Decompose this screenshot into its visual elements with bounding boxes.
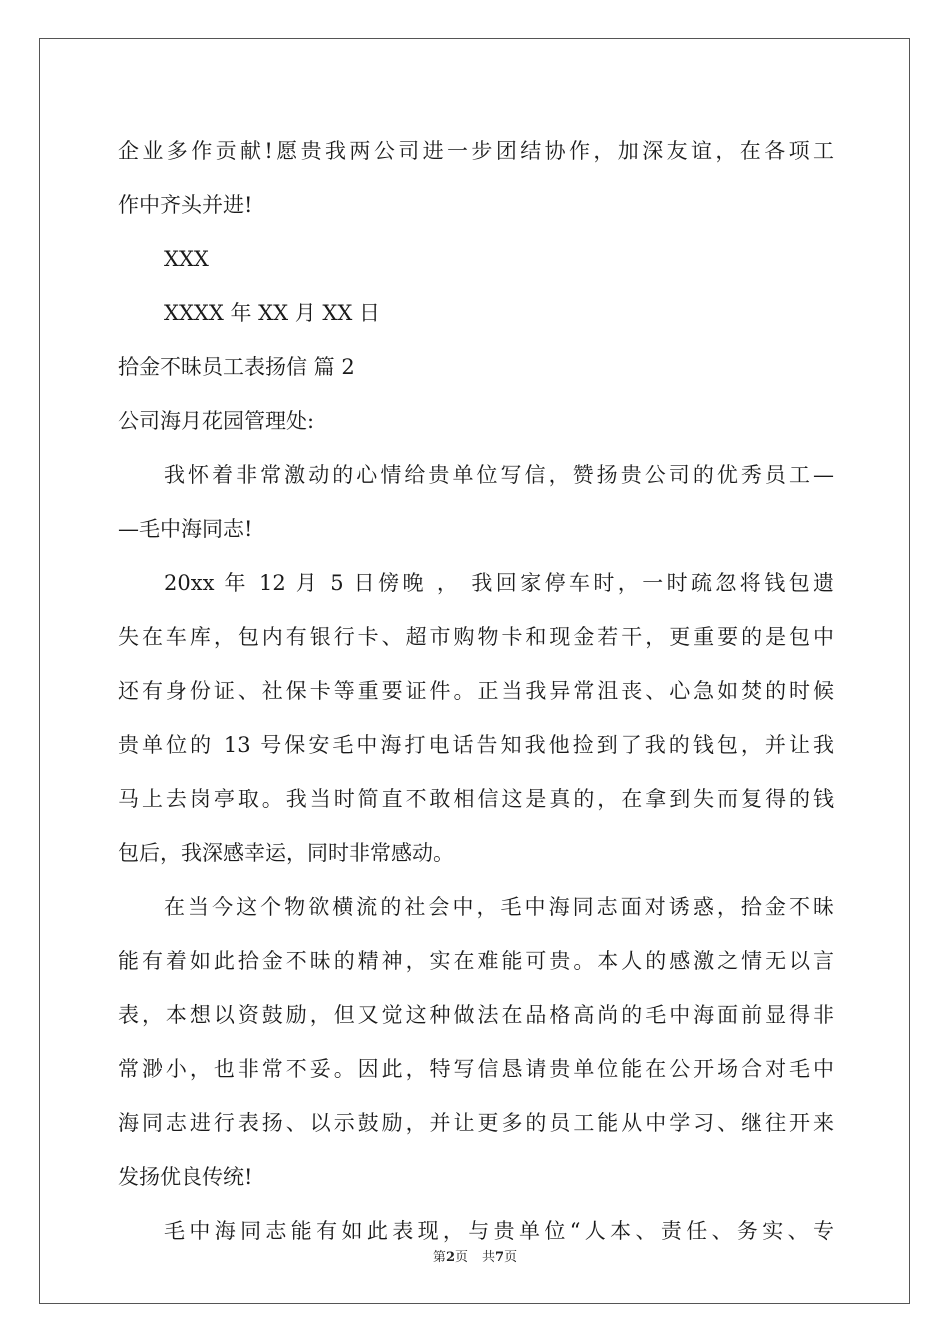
- total-prefix: 共: [482, 1250, 496, 1265]
- text-line: 企业多作贡献!愿贵我两公司进一步团结协作，加深友谊，在各项工: [118, 139, 834, 163]
- text-line: 表，本想以资鼓励，但又觉这种做法在品格高尚的毛中海面前显得非: [118, 1003, 834, 1027]
- text-line: 马上去岗亭取。我当时简直不敢相信这是真的，在拿到失而复得的钱: [118, 787, 834, 811]
- text-line: 包后，我深感幸运，同时非常感动。: [118, 841, 454, 865]
- text-line: 我怀着非常激动的心情给贵单位写信，赞扬贵公司的优秀员工—: [164, 463, 834, 487]
- section-title: 拾金不昧员工表扬信 篇 2: [118, 355, 355, 379]
- text-line: 作中齐头并进!: [118, 193, 253, 217]
- text-line: —毛中海同志!: [118, 517, 253, 541]
- page-current: 2: [445, 1250, 455, 1265]
- text-line: 还有身份证、社保卡等重要证件。正当我异常沮丧、心急如焚的时候: [118, 679, 834, 703]
- text-line: 贵单位的 13 号保安毛中海打电话告知我他捡到了我的钱包，并让我: [118, 733, 834, 757]
- text-line: 失在车库，包内有银行卡、超市购物卡和现金若干，更重要的是包中: [118, 625, 834, 649]
- text-line: 发扬优良传统!: [118, 1165, 253, 1189]
- text-line: 在当今这个物欲横流的社会中，毛中海同志面对诱惑，拾金不昧: [164, 895, 834, 919]
- text-line: 毛中海同志能有如此表现，与贵单位“人本、责任、务实、专: [164, 1219, 834, 1243]
- total-suffix: 页: [504, 1250, 518, 1265]
- page-number-footer: [0, 1246, 950, 1265]
- page-prefix: 第: [432, 1250, 446, 1265]
- page-suffix: 页: [454, 1250, 468, 1265]
- document-body: [118, 124, 834, 1258]
- text-line: 海同志进行表扬、以示鼓励，并让更多的员工能从中学习、继往开来: [118, 1111, 834, 1135]
- signature-date: XXXX 年 XX 月 XX 日: [164, 301, 380, 325]
- text-line: 常渺小，也非常不妥。因此，特写信恳请贵单位能在公开场合对毛中: [118, 1057, 834, 1081]
- text-line: 20xx 年 12 月 5 日傍晚 ， 我回家停车时，一时疏忽将钱包遗: [164, 571, 834, 595]
- salutation: 公司海月花园管理处:: [118, 409, 315, 433]
- signature-name: XXX: [164, 247, 209, 271]
- text-line: 能有着如此拾金不昧的精神，实在难能可贵。本人的感激之情无以言: [118, 949, 834, 973]
- page-total: 7: [495, 1250, 505, 1265]
